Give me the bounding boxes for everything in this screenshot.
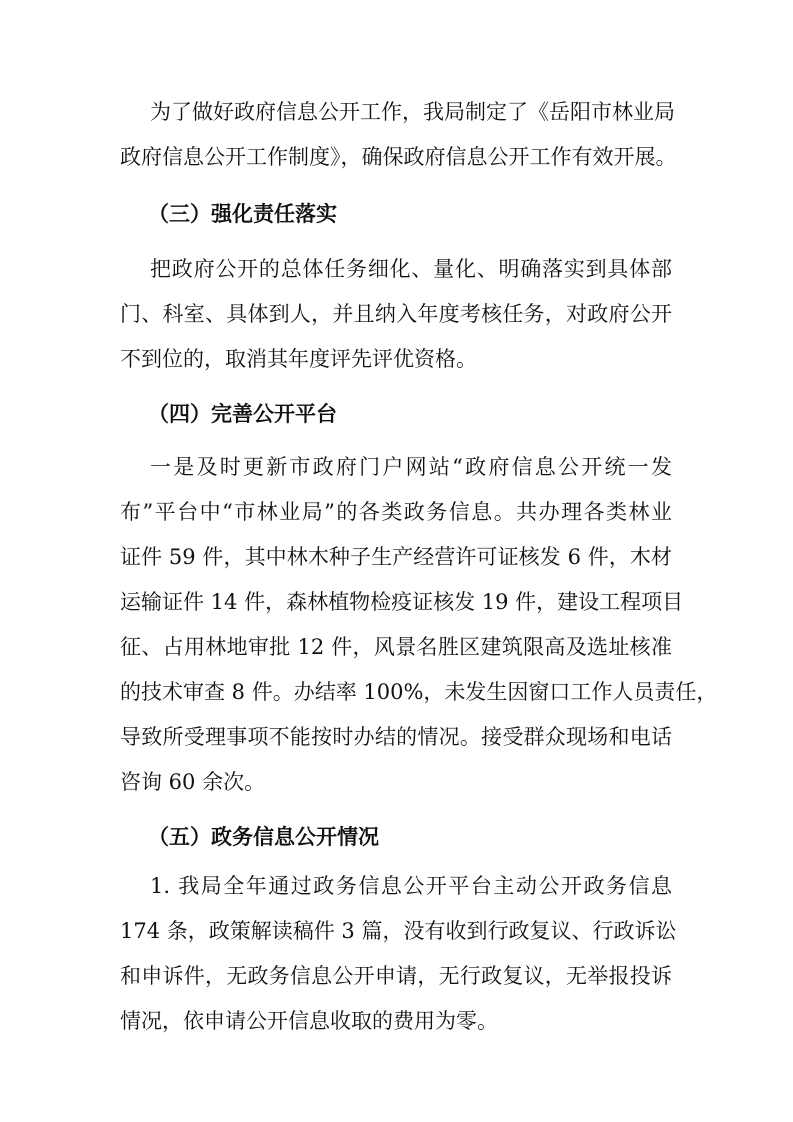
section-heading-4: （四）完善公开平台 [148,401,337,426]
paragraph-line: 情况，依申请公开信息收取的费用为零。 [120,1009,498,1033]
paragraph-line: 不到位的，取消其年度评先评优资格。 [120,347,477,371]
paragraph-line: 运输证件 14 件，森林植物检疫证核发 19 件，建设工程项目 [120,590,684,614]
paragraph-line: 咨询 60 余次。 [120,770,266,794]
paragraph-line: 的技术审查 8 件。办结率 100%，未发生因窗口工作人员责任， [120,680,718,704]
paragraph-line: 为了做好政府信息公开工作，我局制定了《岳阳市林业局 [150,100,675,124]
document-body [120,90,718,1044]
paragraph-line: 一是及时更新市政府门户网站“政府信息公开统一发 [150,455,672,479]
paragraph-line: 门、科室、具体到人，并且纳入年度考核任务，对政府公开 [120,302,672,326]
paragraph-line: 政府信息公开工作制度》，确保政府信息公开工作有效开展。 [120,145,677,169]
section-heading-5: （五）政务信息公开情况 [148,824,379,849]
paragraph-line: 导致所受理事项不能按时办结的情况。接受群众现场和电话 [120,725,672,749]
paragraph-line: 布”平台中“市林业局”的各类政务信息。共办理各类林业 [120,500,672,524]
paragraph-line: 征、占用林地审批 12 件，风景名胜区建筑限高及选址核准 [120,635,672,659]
paragraph-line: 和申诉件，无政务信息公开申请，无行政复议，无举报投诉 [120,964,672,988]
paragraph-line: 1. 我局全年通过政务信息公开平台主动公开政务信息 [150,874,672,898]
paragraph-line: 证件 59 件，其中林木种子生产经营许可证核发 6 件，木材 [120,545,672,569]
paragraph-line: 把政府公开的总体任务细化、量化、明确落实到具体部 [150,257,672,281]
paragraph-line: 174 条，政策解读稿件 3 篇，没有收到行政复议、行政诉讼 [120,919,677,943]
section-heading-3: （三）强化责任落实 [148,201,337,226]
